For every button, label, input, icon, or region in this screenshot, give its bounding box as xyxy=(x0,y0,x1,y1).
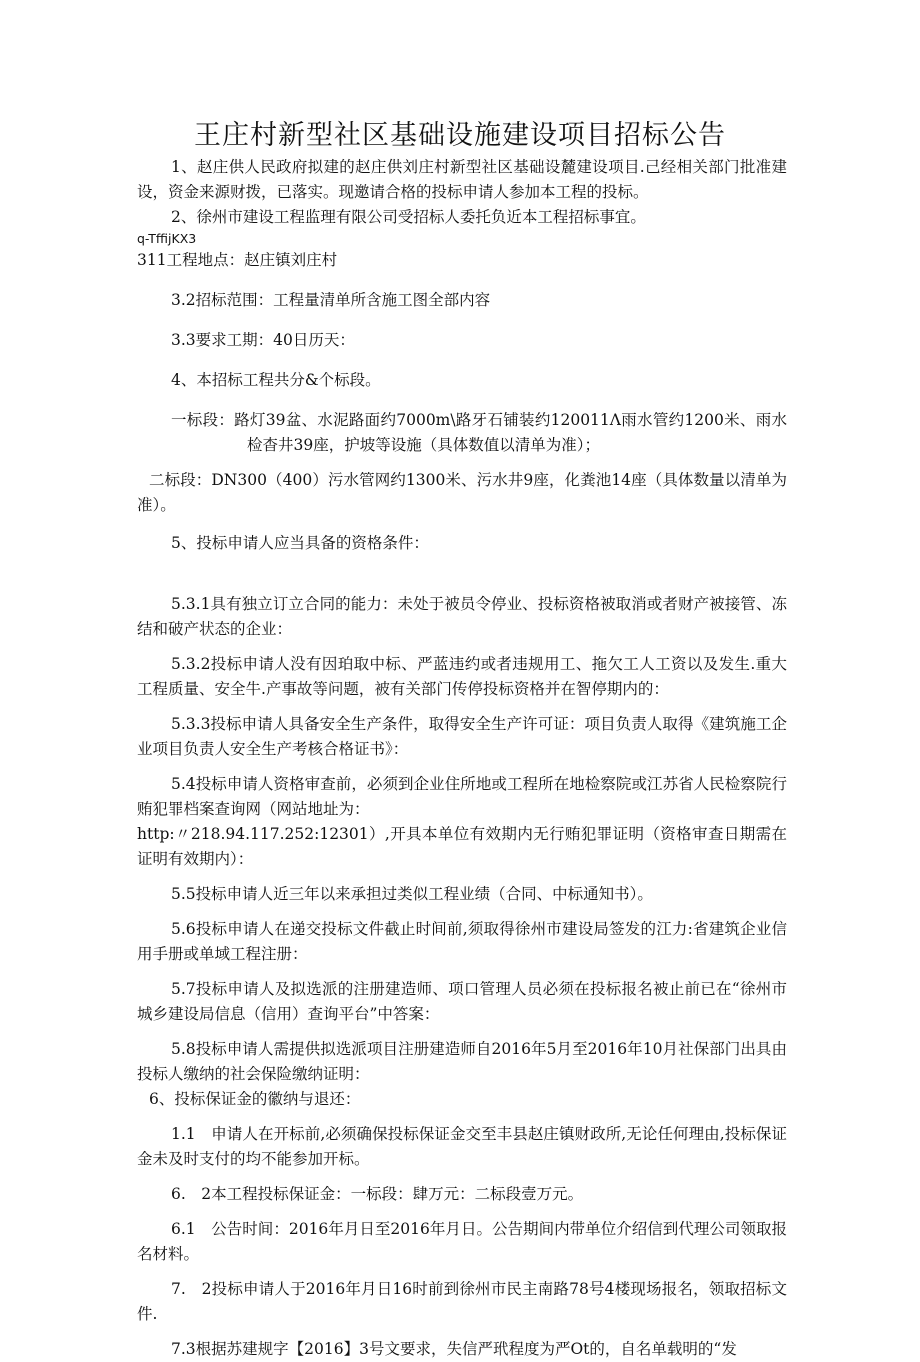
paragraph-5-3-3: 5.3.3投标申请人具备安全生产条件，取得安全生产许可证：项目负责人取得《建筑施工企业项目负责人安全生产考核合格证书》： xyxy=(137,715,787,758)
paragraph-5-5: 5.5投标申请人近三年以来承担过类似工程业绩（合同、中标通知书）。 xyxy=(171,885,653,903)
paragraph-6-1: 6.1 公告时间：2016年月日至2016年月日。公告期间内带单位介绍信到代理公司领取报名材料。 xyxy=(137,1220,787,1263)
paragraph-6-1-1: 1.1 申请人在开标前,必须确保投标保证金交至丰县赵庄镇财政所,无论任何理由,投标保证金未及时支付的均不能参加开标。 xyxy=(137,1125,787,1168)
paragraph-5-8: 5.8投标申请人需提供拟选派项目注册建造师自2016年5月至2016年10月社保部门出具由投标人缴纳的社会保险缴纳证明： xyxy=(137,1040,787,1083)
paragraph-5: 5、投标申请人应当具备的资格条件： xyxy=(171,534,429,552)
paragraph-lot-2: 二标段：DN300（400）污水管网约1300米、污水井9座，化粪池14座（具体数量以清单为准）。 xyxy=(137,471,787,514)
paragraph-7-3: 7.3根据苏建规字【2016】3号文要求，失信严玳程度为严Ot的，自名单载明的“发 xyxy=(171,1340,737,1358)
paragraph-3-3: 3.3要求工期：40日历天： xyxy=(171,331,355,349)
paragraph-2: 2、徐州市建设工程监理有限公司受招标人委托负近本工程招标事宜。 xyxy=(171,208,646,226)
paragraph-3-2: 3.2招标范围：工程量清单所含施工图全部内容 xyxy=(171,291,491,309)
paragraph-3-1: 311工程地点：赵庄镇刘庄村 xyxy=(137,251,338,269)
paragraph-1: 1、赵庄供人民政府拟建的赵庄供刘庄村新型社区基础设麓建设项目.己经相关部门批准建设，资金来源财拨，已落实。现邀请合格的投标申请人参加本工程的投标。 xyxy=(137,158,787,201)
paragraph-code: q-TffijKX3 xyxy=(137,231,197,246)
paragraph-6-2: 6. 2本工程投标保证金：一标段：肆万元：二标段壹万元。 xyxy=(171,1185,584,1203)
paragraph-4: 4、本招标工程共分&个标段。 xyxy=(171,371,381,389)
paragraph-5-4-url: http:〃218.94.117.252:12301）,开具本单位有效期内无行贿犯罪证明（资格审查日期需在证明有效期内）： xyxy=(137,825,787,868)
paragraph-5-4: 5.4投标申请人资格审查前，必须到企业住所地或工程所在地检察院或江苏省人民检察院行贿犯罪档案查询网（网站地址为： xyxy=(137,775,787,818)
paragraph-lot-1: 一标段：路灯39盆、水泥路面约7000m\路牙石铺装约120011Λ雨水管约1200米、雨水检杳井39座，护坡等设施（具体数值以清单为准）； xyxy=(171,411,787,454)
document-body xyxy=(137,155,787,1362)
paragraph-6: 6、投标保证金的徽纳与退还： xyxy=(149,1090,361,1108)
paragraph-5-3-1: 5.3.1具有独立订立合同的能力：未处于被员令停业、投标资格被取消或者财产被接管、冻结和破产状态的企业： xyxy=(137,595,787,638)
paragraph-5-7: 5.7投标申请人及拟选派的注册建造师、项口管理人员必须在投标报名被止前已在“徐州市城乡建设局信息（信用）查询平台”中答案： xyxy=(137,980,787,1023)
paragraph-7-2: 7. 2投标申请人于2016年月日16时前到徐州市民主南路78号4楼现场报名，领取招标文件. xyxy=(137,1280,787,1323)
paragraph-5-6: 5.6投标申请人在递交投标文件截止时间前,须取得徐州市建设局签发的江力:省建筑企业信用手册或单域工程注册： xyxy=(137,920,787,963)
paragraph-5-3-2: 5.3.2投标申请人没有因珀取中标、严蓝违约或者违规用工、拖欠工人工资以及发生.重大工程质量、安全牛.产事故等问题，被有关部门传停投标资格并在智停期内的： xyxy=(137,655,787,698)
document-title: 王庄村新型社区基础设施建设项目招标公告 xyxy=(194,120,726,151)
